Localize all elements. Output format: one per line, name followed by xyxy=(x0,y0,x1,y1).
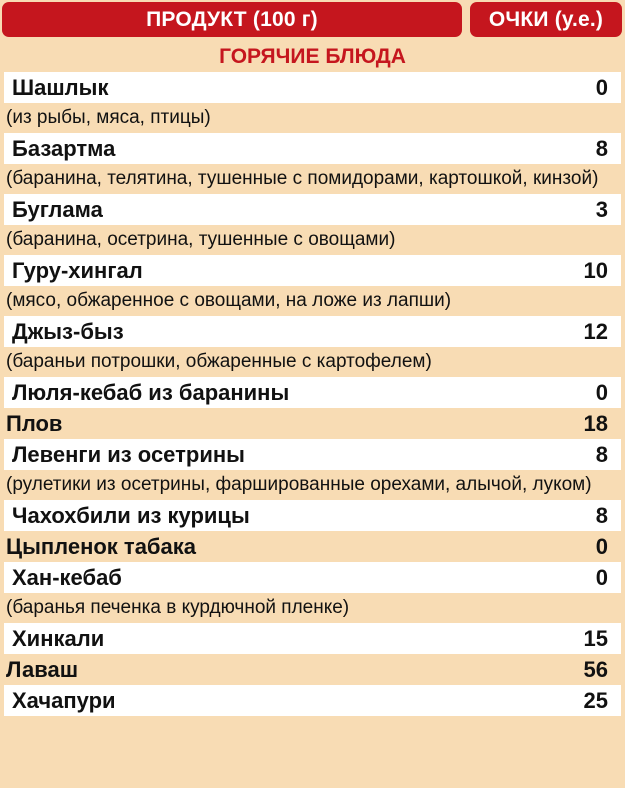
item-description: (баранина, осетрина, тушенные с овощами) xyxy=(6,229,396,250)
item-name: Левенги из осетрины xyxy=(12,441,245,467)
item-name: Хачапури xyxy=(12,687,116,713)
table-row xyxy=(4,72,621,103)
item-description: (рулетики из осетрины, фаршированные орехами, алычой, луком) xyxy=(6,474,592,495)
table-row xyxy=(4,562,621,593)
item-description: (баранина, телятина, тушенные с помидорами, картошкой, кинзой) xyxy=(6,168,599,189)
item-name: Буглама xyxy=(12,196,103,222)
item-points: 0 xyxy=(595,533,608,559)
table-row xyxy=(4,255,621,286)
table-row xyxy=(4,685,621,716)
item-name: Базартма xyxy=(12,135,116,161)
table-row xyxy=(0,408,625,439)
table-row xyxy=(4,623,621,654)
product-column-header: ПРОДУКТ (100 г) xyxy=(2,2,462,37)
item-name: Лаваш xyxy=(6,656,79,682)
item-description: (бараньи потрошки, обжаренные с картофелем) xyxy=(6,351,432,372)
item-description: (из рыбы, мяса, птицы) xyxy=(6,107,211,128)
item-points: 0 xyxy=(595,379,608,405)
table-header xyxy=(0,0,625,42)
section-title: ГОРЯЧИЕ БЛЮДА xyxy=(219,45,406,68)
items-list xyxy=(0,72,625,716)
item-name: Хинкали xyxy=(12,625,105,651)
item-name: Люля-кебаб из баранины xyxy=(12,379,290,405)
item-points: 8 xyxy=(595,441,608,467)
table-row xyxy=(4,194,621,225)
item-description: (мясо, обжаренное с овощами, на ложе из лапши) xyxy=(6,290,452,311)
item-points: 15 xyxy=(583,625,608,651)
item-name: Гуру-хингал xyxy=(12,257,143,283)
item-points: 12 xyxy=(583,318,608,344)
item-name: Шашлык xyxy=(12,74,109,100)
table-row xyxy=(4,316,621,347)
item-name: Цыпленок табака xyxy=(6,533,196,559)
item-points: 0 xyxy=(595,564,608,590)
table-row xyxy=(4,377,621,408)
item-name: Хан-кебаб xyxy=(12,564,122,590)
item-description: (баранья печенка в курдючной пленке) xyxy=(6,597,350,618)
item-name: Джыз-быз xyxy=(12,318,124,344)
table-row xyxy=(4,133,621,164)
item-points: 18 xyxy=(583,410,608,436)
table-row xyxy=(0,531,625,562)
points-column-header: ОЧКИ (у.е.) xyxy=(470,2,622,37)
table-row xyxy=(4,439,621,470)
table-row xyxy=(4,500,621,531)
item-name: Чахохбили из курицы xyxy=(12,502,250,528)
item-points: 8 xyxy=(595,502,608,528)
item-points: 3 xyxy=(595,196,608,222)
item-points: 8 xyxy=(595,135,608,161)
table-row xyxy=(0,654,625,685)
item-name: Плов xyxy=(6,410,63,436)
item-points: 0 xyxy=(595,74,608,100)
item-points: 25 xyxy=(583,687,608,713)
item-points: 10 xyxy=(583,257,608,283)
item-points: 56 xyxy=(583,656,608,682)
